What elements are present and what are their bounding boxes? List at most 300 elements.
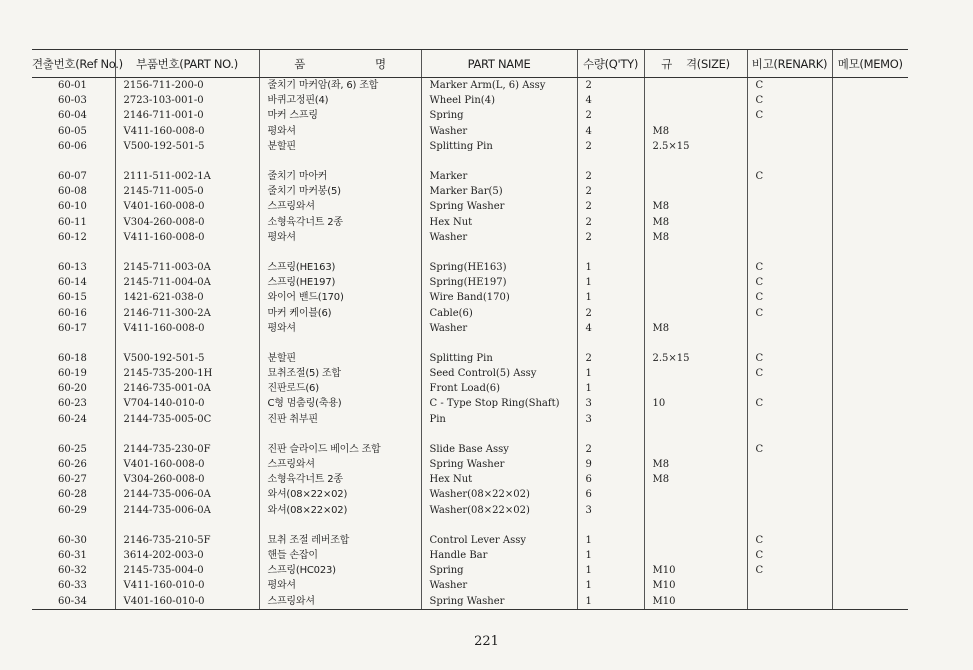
cell-size <box>644 169 747 184</box>
cell-part-name: Washer(08×22×02) <box>421 487 577 502</box>
cell-size <box>644 78 747 94</box>
spacer-cell <box>747 427 832 442</box>
cell-ref-no: 60-33 <box>58 580 87 592</box>
table-row <box>32 108 908 123</box>
spacer-cell <box>115 518 259 533</box>
table-row <box>32 351 908 366</box>
cell-part-no: 2146-711-300-2A <box>115 305 259 320</box>
table-row <box>32 412 908 427</box>
cell-name-kr: 스프링와셔 <box>259 457 421 472</box>
cell-remark: C <box>747 260 832 275</box>
cell-size: M8 <box>644 199 747 214</box>
cell-name-kr: 바퀴고정핀(4) <box>259 93 421 108</box>
cell-qty: 1 <box>577 563 644 578</box>
cell-part-name: Spring <box>421 108 577 123</box>
cell-memo <box>832 184 908 199</box>
cell-remark: C <box>747 93 832 108</box>
cell-name-kr: 소형육각너트 2종 <box>259 215 421 230</box>
header-ref-no: 견출번호(Ref No.) <box>32 50 115 78</box>
cell-qty: 4 <box>577 124 644 139</box>
cell-part-name: C - Type Stop Ring(Shaft) <box>421 396 577 411</box>
parts-table-body <box>32 78 908 610</box>
table-row <box>32 457 908 472</box>
cell-remark <box>747 487 832 502</box>
group-spacer-row <box>32 245 908 260</box>
cell-memo <box>832 593 908 609</box>
table-row <box>32 487 908 502</box>
cell-memo <box>832 275 908 290</box>
cell-part-no: 2145-711-005-0 <box>115 184 259 199</box>
cell-part-name: Washer <box>421 230 577 245</box>
cell-memo <box>832 215 908 230</box>
cell-ref-no: 60-14 <box>58 277 87 289</box>
cell-remark <box>747 199 832 214</box>
cell-memo <box>832 124 908 139</box>
cell-ref-no: 60-25 <box>58 443 87 455</box>
cell-part-no: 2146-735-001-0A <box>115 381 259 396</box>
cell-qty: 3 <box>577 503 644 518</box>
spacer-cell <box>115 154 259 169</box>
cell-size: M8 <box>644 457 747 472</box>
cell-qty: 4 <box>577 321 644 336</box>
cell-name-kr: 평와셔 <box>259 124 421 139</box>
cell-part-name: Wheel Pin(4) <box>421 93 577 108</box>
cell-remark <box>747 381 832 396</box>
cell-name-kr: 평와셔 <box>259 578 421 593</box>
cell-name-kr: 분할핀 <box>259 139 421 154</box>
cell-size <box>644 184 747 199</box>
cell-qty: 1 <box>577 548 644 563</box>
cell-remark: C <box>747 275 832 290</box>
table-row <box>32 260 908 275</box>
cell-qty: 1 <box>577 366 644 381</box>
cell-remark: C <box>747 533 832 548</box>
spacer-cell <box>577 336 644 351</box>
cell-remark <box>747 321 832 336</box>
cell-qty: 1 <box>577 533 644 548</box>
cell-qty: 2 <box>577 108 644 123</box>
group-spacer-row <box>32 154 908 169</box>
cell-remark <box>747 124 832 139</box>
cell-name-kr: 줄치기 마커암(좌, 6) 조합 <box>259 78 421 94</box>
cell-name-kr: 마커 케이블(6) <box>259 305 421 320</box>
cell-part-name: Splitting Pin <box>421 351 577 366</box>
cell-remark: C <box>747 442 832 457</box>
cell-name-kr: 평와셔 <box>259 230 421 245</box>
cell-qty: 9 <box>577 457 644 472</box>
cell-name-kr: 소형육각너트 2종 <box>259 472 421 487</box>
cell-name-kr: 스프링(HC023) <box>259 563 421 578</box>
table-row <box>32 563 908 578</box>
group-spacer-row <box>32 336 908 351</box>
spacer-cell <box>577 154 644 169</box>
cell-size: M8 <box>644 215 747 230</box>
spacer-cell <box>832 336 908 351</box>
spacer-cell <box>577 518 644 533</box>
table-row <box>32 593 908 609</box>
cell-name-kr: 스프링(HE163) <box>259 260 421 275</box>
spacer-cell <box>115 336 259 351</box>
cell-part-no: 2146-711-001-0 <box>115 108 259 123</box>
cell-part-no: 2144-735-005-0C <box>115 412 259 427</box>
cell-remark <box>747 139 832 154</box>
cell-memo <box>832 199 908 214</box>
header-size-part2: 격(SIZE) <box>685 56 730 71</box>
spacer-cell <box>644 245 747 260</box>
cell-memo <box>832 533 908 548</box>
cell-part-name: Marker <box>421 169 577 184</box>
cell-qty: 1 <box>577 578 644 593</box>
cell-part-no: V401-160-008-0 <box>115 457 259 472</box>
spacer-cell <box>115 245 259 260</box>
cell-size: 10 <box>644 396 747 411</box>
cell-qty: 3 <box>577 412 644 427</box>
cell-ref-no: 60-10 <box>58 201 87 213</box>
cell-part-name: Seed Control(5) Assy <box>421 366 577 381</box>
cell-size: M8 <box>644 124 747 139</box>
table-row <box>32 199 908 214</box>
cell-part-no: V401-160-008-0 <box>115 199 259 214</box>
cell-size <box>644 412 747 427</box>
cell-ref-no: 60-11 <box>58 216 87 228</box>
table-row <box>32 139 908 154</box>
cell-remark <box>747 503 832 518</box>
cell-memo <box>832 230 908 245</box>
cell-part-no: V500-192-501-5 <box>115 139 259 154</box>
spacer-cell <box>421 245 577 260</box>
cell-remark <box>747 215 832 230</box>
table-row <box>32 442 908 457</box>
cell-part-name: Front Load(6) <box>421 381 577 396</box>
cell-remark <box>747 593 832 609</box>
cell-name-kr: 묘취 조절 레버조합 <box>259 533 421 548</box>
cell-part-no: 2144-735-006-0A <box>115 503 259 518</box>
cell-size <box>644 533 747 548</box>
spacer-cell <box>259 336 421 351</box>
cell-part-no: 2723-103-001-0 <box>115 93 259 108</box>
spacer-cell <box>115 427 259 442</box>
cell-size: M8 <box>644 472 747 487</box>
cell-remark <box>747 457 832 472</box>
header-name-kr-part1: 품 <box>294 56 305 71</box>
cell-qty: 1 <box>577 275 644 290</box>
cell-part-name: Spring Washer <box>421 457 577 472</box>
cell-memo <box>832 503 908 518</box>
cell-name-kr: 와이어 밴드(170) <box>259 290 421 305</box>
cell-part-name: Handle Bar <box>421 548 577 563</box>
cell-size <box>644 381 747 396</box>
cell-name-kr: 진판 슬라이드 베이스 조합 <box>259 442 421 457</box>
cell-part-name: Hex Nut <box>421 215 577 230</box>
cell-size <box>644 548 747 563</box>
cell-part-name: Pin <box>421 412 577 427</box>
table-row <box>32 472 908 487</box>
cell-part-no: 2145-735-004-0 <box>115 563 259 578</box>
cell-remark: C <box>747 351 832 366</box>
cell-qty: 3 <box>577 396 644 411</box>
cell-remark: C <box>747 563 832 578</box>
cell-remark: C <box>747 548 832 563</box>
cell-qty: 2 <box>577 305 644 320</box>
cell-part-no: 3614-202-003-0 <box>115 548 259 563</box>
cell-remark: C <box>747 366 832 381</box>
table-row <box>32 275 908 290</box>
cell-part-no: 2156-711-200-0 <box>115 78 259 94</box>
spacer-cell <box>259 154 421 169</box>
cell-qty: 2 <box>577 184 644 199</box>
cell-size: M10 <box>644 578 747 593</box>
table-header-row <box>32 50 908 78</box>
cell-memo <box>832 93 908 108</box>
cell-part-no: 2145-711-004-0A <box>115 275 259 290</box>
cell-ref-no: 60-31 <box>58 549 87 561</box>
spacer-cell <box>421 427 577 442</box>
cell-remark: C <box>747 78 832 94</box>
header-part-name: PART NAME <box>421 50 577 78</box>
spacer-cell <box>644 427 747 442</box>
cell-memo <box>832 548 908 563</box>
cell-part-name: Spring Washer <box>421 199 577 214</box>
spacer-cell <box>577 427 644 442</box>
cell-part-name: Hex Nut <box>421 472 577 487</box>
cell-remark <box>747 184 832 199</box>
spacer-cell <box>577 245 644 260</box>
cell-name-kr: 분할핀 <box>259 351 421 366</box>
cell-ref-no: 60-20 <box>58 383 87 395</box>
cell-qty: 2 <box>577 442 644 457</box>
header-qty: 수량(Q'TY) <box>577 50 644 78</box>
cell-name-kr: 스프링와셔 <box>259 199 421 214</box>
cell-remark: C <box>747 290 832 305</box>
cell-qty: 6 <box>577 472 644 487</box>
cell-qty: 2 <box>577 199 644 214</box>
cell-name-kr: 줄치기 마커봉(5) <box>259 184 421 199</box>
table-row <box>32 78 908 94</box>
table-row <box>32 381 908 396</box>
cell-remark <box>747 578 832 593</box>
cell-part-no: 2111-511-002-1A <box>115 169 259 184</box>
cell-part-no: V704-140-010-0 <box>115 396 259 411</box>
spacer-cell <box>32 427 115 442</box>
spacer-cell <box>421 154 577 169</box>
cell-name-kr: 마커 스프링 <box>259 108 421 123</box>
table-row <box>32 305 908 320</box>
cell-ref-no: 60-27 <box>58 474 87 486</box>
spacer-cell <box>747 336 832 351</box>
cell-name-kr: C형 멈춤링(축용) <box>259 396 421 411</box>
header-size-part1: 규 <box>661 56 672 71</box>
cell-ref-no: 60-32 <box>58 565 87 577</box>
header-memo: 메모(MEMO) <box>832 50 908 78</box>
cell-ref-no: 60-29 <box>58 504 87 516</box>
cell-part-no: V411-160-008-0 <box>115 321 259 336</box>
spacer-cell <box>32 518 115 533</box>
cell-qty: 2 <box>577 169 644 184</box>
table-row <box>32 578 908 593</box>
cell-remark <box>747 230 832 245</box>
cell-ref-no: 60-01 <box>58 80 87 92</box>
cell-ref-no: 60-34 <box>32 593 115 609</box>
cell-part-name: Wire Band(170) <box>421 290 577 305</box>
header-remark: 비고(RENARK) <box>747 50 832 78</box>
cell-part-no: V411-160-010-0 <box>115 578 259 593</box>
cell-qty: 1 <box>577 260 644 275</box>
cell-memo <box>832 472 908 487</box>
spacer-cell <box>259 518 421 533</box>
cell-name-kr: 평와셔 <box>259 321 421 336</box>
cell-name-kr: 와셔(08×22×02) <box>259 487 421 502</box>
parts-table <box>32 49 908 610</box>
cell-memo <box>832 396 908 411</box>
cell-ref-no: 60-04 <box>58 110 87 122</box>
cell-part-name: Control Lever Assy <box>421 533 577 548</box>
table-row <box>32 184 908 199</box>
cell-size <box>644 503 747 518</box>
header-size <box>644 50 747 78</box>
cell-part-no: 2145-711-003-0A <box>115 260 259 275</box>
cell-part-no: 1421-621-038-0 <box>115 290 259 305</box>
cell-memo <box>832 260 908 275</box>
cell-ref-no: 60-19 <box>58 368 87 380</box>
cell-ref-no: 60-24 <box>58 413 87 425</box>
cell-ref-no: 60-30 <box>58 534 87 546</box>
cell-size: M10 <box>644 593 747 609</box>
cell-part-name: Marker Bar(5) <box>421 184 577 199</box>
cell-qty: 2 <box>577 139 644 154</box>
spacer-cell <box>259 427 421 442</box>
cell-memo <box>832 305 908 320</box>
spacer-cell <box>644 518 747 533</box>
cell-memo <box>832 139 908 154</box>
cell-part-no: 2144-735-230-0F <box>115 442 259 457</box>
table-row <box>32 93 908 108</box>
cell-size <box>644 290 747 305</box>
table-row <box>32 124 908 139</box>
cell-name-kr: 진판로드(6) <box>259 381 421 396</box>
cell-qty: 2 <box>577 351 644 366</box>
spacer-cell <box>421 336 577 351</box>
cell-qty: 1 <box>577 593 644 609</box>
cell-memo <box>832 290 908 305</box>
cell-part-no: V411-160-008-0 <box>115 230 259 245</box>
cell-part-name: Washer <box>421 578 577 593</box>
cell-ref-no: 60-26 <box>58 459 87 471</box>
page-number: 221 <box>474 634 499 649</box>
spacer-cell <box>747 154 832 169</box>
cell-size <box>644 260 747 275</box>
cell-part-name: Washer <box>421 321 577 336</box>
cell-size <box>644 93 747 108</box>
cell-size <box>644 442 747 457</box>
cell-memo <box>832 169 908 184</box>
cell-remark: C <box>747 108 832 123</box>
cell-size: M8 <box>644 230 747 245</box>
cell-qty: 2 <box>577 78 644 94</box>
cell-ref-no: 60-18 <box>58 352 87 364</box>
cell-part-name: Spring <box>421 563 577 578</box>
cell-ref-no: 60-28 <box>58 489 87 501</box>
cell-name-kr: 묘취조절(5) 조합 <box>259 366 421 381</box>
cell-qty: 1 <box>577 381 644 396</box>
cell-part-no: V304-260-008-0 <box>115 215 259 230</box>
cell-remark: C <box>747 169 832 184</box>
cell-part-no: 2145-735-200-1H <box>115 366 259 381</box>
cell-size: 2.5×15 <box>644 351 747 366</box>
cell-memo <box>832 366 908 381</box>
cell-size: M8 <box>644 321 747 336</box>
spacer-cell <box>832 245 908 260</box>
cell-part-no: 2144-735-006-0A <box>115 487 259 502</box>
cell-name-kr: 와셔(08×22×02) <box>259 503 421 518</box>
table-row <box>32 230 908 245</box>
cell-remark: C <box>747 305 832 320</box>
cell-part-name: Splitting Pin <box>421 139 577 154</box>
cell-ref-no: 60-16 <box>58 307 87 319</box>
cell-part-name: Washer <box>421 124 577 139</box>
spacer-cell <box>32 245 115 260</box>
cell-part-name: Cable(6) <box>421 305 577 320</box>
table-row <box>32 503 908 518</box>
cell-size: 2.5×15 <box>644 139 747 154</box>
spacer-cell <box>421 518 577 533</box>
cell-memo <box>832 578 908 593</box>
cell-qty: 2 <box>577 215 644 230</box>
table-row <box>32 396 908 411</box>
header-name-kr-part2: 명 <box>375 56 386 71</box>
cell-memo <box>832 351 908 366</box>
spacer-cell <box>747 245 832 260</box>
table-row <box>32 533 908 548</box>
cell-part-name: Washer(08×22×02) <box>421 503 577 518</box>
header-name-kr <box>259 50 421 78</box>
cell-remark <box>747 472 832 487</box>
cell-remark <box>747 412 832 427</box>
table-row <box>32 366 908 381</box>
cell-memo <box>832 442 908 457</box>
table-row <box>32 321 908 336</box>
cell-size <box>644 108 747 123</box>
cell-remark: C <box>747 396 832 411</box>
cell-part-name: Spring(HE197) <box>421 275 577 290</box>
cell-memo <box>832 412 908 427</box>
cell-ref-no: 60-17 <box>58 322 87 334</box>
cell-ref-no: 60-03 <box>58 95 87 107</box>
cell-memo <box>832 78 908 94</box>
group-spacer-row <box>32 518 908 533</box>
spacer-cell <box>747 518 832 533</box>
cell-part-name: Marker Arm(L, 6) Assy <box>421 78 577 94</box>
cell-part-name: Spring Washer <box>421 593 577 609</box>
cell-qty: 2 <box>577 230 644 245</box>
cell-ref-no: 60-05 <box>58 125 87 137</box>
cell-memo <box>832 457 908 472</box>
table-row <box>32 169 908 184</box>
spacer-cell <box>32 154 115 169</box>
cell-name-kr: 진판 취부핀 <box>259 412 421 427</box>
cell-ref-no: 60-13 <box>58 261 87 273</box>
cell-ref-no: 60-08 <box>58 186 87 198</box>
group-spacer-row <box>32 427 908 442</box>
cell-part-no: V401-160-010-0 <box>115 593 259 609</box>
cell-size <box>644 487 747 502</box>
table-row <box>32 290 908 305</box>
cell-part-no: V304-260-008-0 <box>115 472 259 487</box>
cell-ref-no: 60-23 <box>58 398 87 410</box>
cell-qty: 6 <box>577 487 644 502</box>
cell-memo <box>832 321 908 336</box>
spacer-cell <box>644 154 747 169</box>
cell-part-no: V411-160-008-0 <box>115 124 259 139</box>
